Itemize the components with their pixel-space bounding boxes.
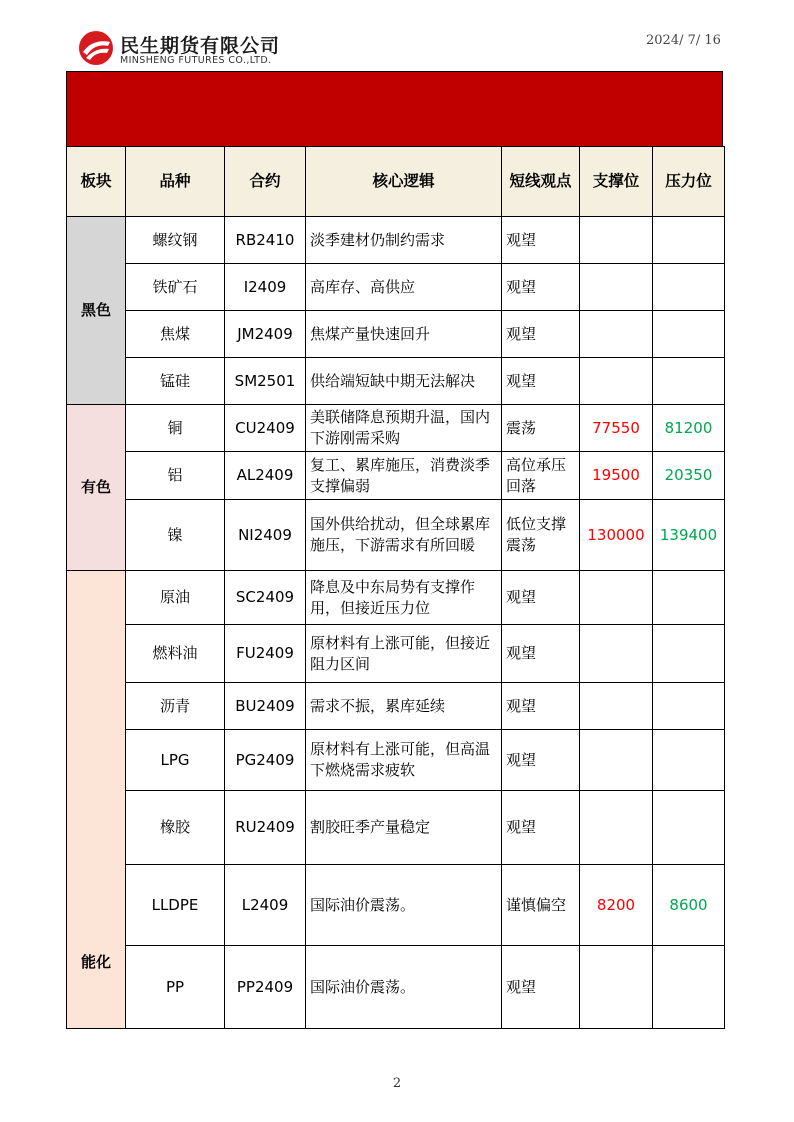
table-row xyxy=(67,865,725,946)
sector-cell xyxy=(67,571,126,1029)
support-cell xyxy=(580,264,653,311)
table-row xyxy=(67,452,725,500)
company-name-en: MINSHENG FUTURES CO.,LTD. xyxy=(120,55,272,66)
view-cell: 谨慎偏空 xyxy=(502,865,580,946)
resistance-cell xyxy=(653,358,725,405)
view-cell: 观望 xyxy=(502,730,580,791)
table-row xyxy=(67,311,725,358)
variety-cell: LPG xyxy=(126,730,225,791)
contract-cell: PG2409 xyxy=(225,730,306,791)
view-cell: 观望 xyxy=(502,683,580,730)
table-row xyxy=(67,625,725,683)
logic-cell: 复工、累库施压，消费淡季支撑偏弱 xyxy=(306,452,502,500)
logic-cell: 国外供给扰动，但全球累库施压，下游需求有所回暖 xyxy=(306,500,502,571)
variety-cell: 镍 xyxy=(126,500,225,571)
support-cell xyxy=(580,311,653,358)
support-cell: 77550 xyxy=(580,405,653,452)
support-cell xyxy=(580,683,653,730)
view-cell: 观望 xyxy=(502,358,580,405)
view-cell: 观望 xyxy=(502,571,580,625)
contract-cell: JM2409 xyxy=(225,311,306,358)
logic-cell: 焦煤产量快速回升 xyxy=(306,311,502,358)
company-name-cn: 民生期货有限公司 xyxy=(120,35,281,57)
support-cell: 8200 xyxy=(580,865,653,946)
view-cell: 观望 xyxy=(502,946,580,1029)
variety-cell: 原油 xyxy=(126,571,225,625)
variety-cell: PP xyxy=(126,946,225,1029)
view-cell: 观望 xyxy=(502,264,580,311)
company-logo xyxy=(78,30,318,70)
header-contract: 合约 xyxy=(225,147,306,217)
report-date: 2024/ 7/ 16 xyxy=(646,33,721,48)
sector-cell: 有色 xyxy=(67,405,126,571)
support-cell xyxy=(580,358,653,405)
table-row xyxy=(67,571,725,625)
logic-cell: 国际油价震荡。 xyxy=(306,865,502,946)
resistance-cell xyxy=(653,217,725,264)
view-cell: 观望 xyxy=(502,217,580,264)
logic-cell: 原材料有上涨可能，但接近阻力区间 xyxy=(306,625,502,683)
variety-cell: 螺纹钢 xyxy=(126,217,225,264)
logic-cell: 降息及中东局势有支撑作用，但接近压力位 xyxy=(306,571,502,625)
resistance-cell xyxy=(653,571,725,625)
view-cell: 观望 xyxy=(502,625,580,683)
logic-cell: 需求不振，累库延续 xyxy=(306,683,502,730)
resistance-cell xyxy=(653,311,725,358)
table-row xyxy=(67,500,725,571)
contract-cell: FU2409 xyxy=(225,625,306,683)
support-cell xyxy=(580,625,653,683)
contract-cell: AL2409 xyxy=(225,452,306,500)
contract-cell: SC2409 xyxy=(225,571,306,625)
logic-cell: 美联储降息预期升温，国内下游刚需采购 xyxy=(306,405,502,452)
title-banner xyxy=(66,71,723,147)
table-row xyxy=(67,264,725,311)
variety-cell: 橡胶 xyxy=(126,791,225,865)
variety-cell: 铝 xyxy=(126,452,225,500)
support-cell xyxy=(580,217,653,264)
minsheng-logo-icon xyxy=(78,30,114,66)
table-row xyxy=(67,791,725,865)
table-header-row xyxy=(67,147,725,217)
contract-cell: NI2409 xyxy=(225,500,306,571)
resistance-cell xyxy=(653,264,725,311)
logic-cell: 淡季建材仍制约需求 xyxy=(306,217,502,264)
logic-cell: 供给端短缺中期无法解决 xyxy=(306,358,502,405)
view-cell: 震荡 xyxy=(502,405,580,452)
logic-cell: 割胶旺季产量稳定 xyxy=(306,791,502,865)
variety-cell: 沥青 xyxy=(126,683,225,730)
table-row xyxy=(67,946,725,1029)
support-cell xyxy=(580,571,653,625)
table-row xyxy=(67,217,725,264)
view-cell: 观望 xyxy=(502,311,580,358)
view-cell: 低位支撑震荡 xyxy=(502,500,580,571)
contract-cell: RB2410 xyxy=(225,217,306,264)
variety-cell: 燃料油 xyxy=(126,625,225,683)
page-number: 2 xyxy=(392,1076,402,1091)
contract-cell: SM2501 xyxy=(225,358,306,405)
support-cell: 130000 xyxy=(580,500,653,571)
support-cell: 19500 xyxy=(580,452,653,500)
resistance-cell xyxy=(653,730,725,791)
support-cell xyxy=(580,730,653,791)
table-row xyxy=(67,683,725,730)
header-logic: 核心逻辑 xyxy=(306,147,502,217)
contract-cell: L2409 xyxy=(225,865,306,946)
header-sector: 板块 xyxy=(67,147,126,217)
view-cell: 观望 xyxy=(502,791,580,865)
sector-cell: 黑色 xyxy=(67,217,126,405)
view-cell: 高位承压回落 xyxy=(502,452,580,500)
table-row xyxy=(67,730,725,791)
table-row xyxy=(67,358,725,405)
support-cell xyxy=(580,791,653,865)
logic-cell: 国际油价震荡。 xyxy=(306,946,502,1029)
header-support: 支撑位 xyxy=(580,147,653,217)
variety-cell: 铜 xyxy=(126,405,225,452)
variety-cell: LLDPE xyxy=(126,865,225,946)
contract-cell: CU2409 xyxy=(225,405,306,452)
variety-cell: 焦煤 xyxy=(126,311,225,358)
resistance-cell: 8600 xyxy=(653,865,725,946)
logic-cell: 原材料有上涨可能，但高温下燃烧需求疲软 xyxy=(306,730,502,791)
strategy-table xyxy=(66,146,725,1029)
contract-cell: PP2409 xyxy=(225,946,306,1029)
resistance-cell xyxy=(653,683,725,730)
table-row xyxy=(67,405,725,452)
variety-cell: 锰硅 xyxy=(126,358,225,405)
sector-label: 能化 xyxy=(80,953,111,971)
header-view: 短线观点 xyxy=(502,147,580,217)
logic-cell: 高库存、高供应 xyxy=(306,264,502,311)
variety-cell: 铁矿石 xyxy=(126,264,225,311)
resistance-cell xyxy=(653,791,725,865)
resistance-cell xyxy=(653,625,725,683)
support-cell xyxy=(580,946,653,1029)
resistance-cell: 139400 xyxy=(653,500,725,571)
contract-cell: I2409 xyxy=(225,264,306,311)
header-resistance: 压力位 xyxy=(653,147,725,217)
resistance-cell: 20350 xyxy=(653,452,725,500)
resistance-cell: 81200 xyxy=(653,405,725,452)
contract-cell: RU2409 xyxy=(225,791,306,865)
contract-cell: BU2409 xyxy=(225,683,306,730)
resistance-cell xyxy=(653,946,725,1029)
header-variety: 品种 xyxy=(126,147,225,217)
